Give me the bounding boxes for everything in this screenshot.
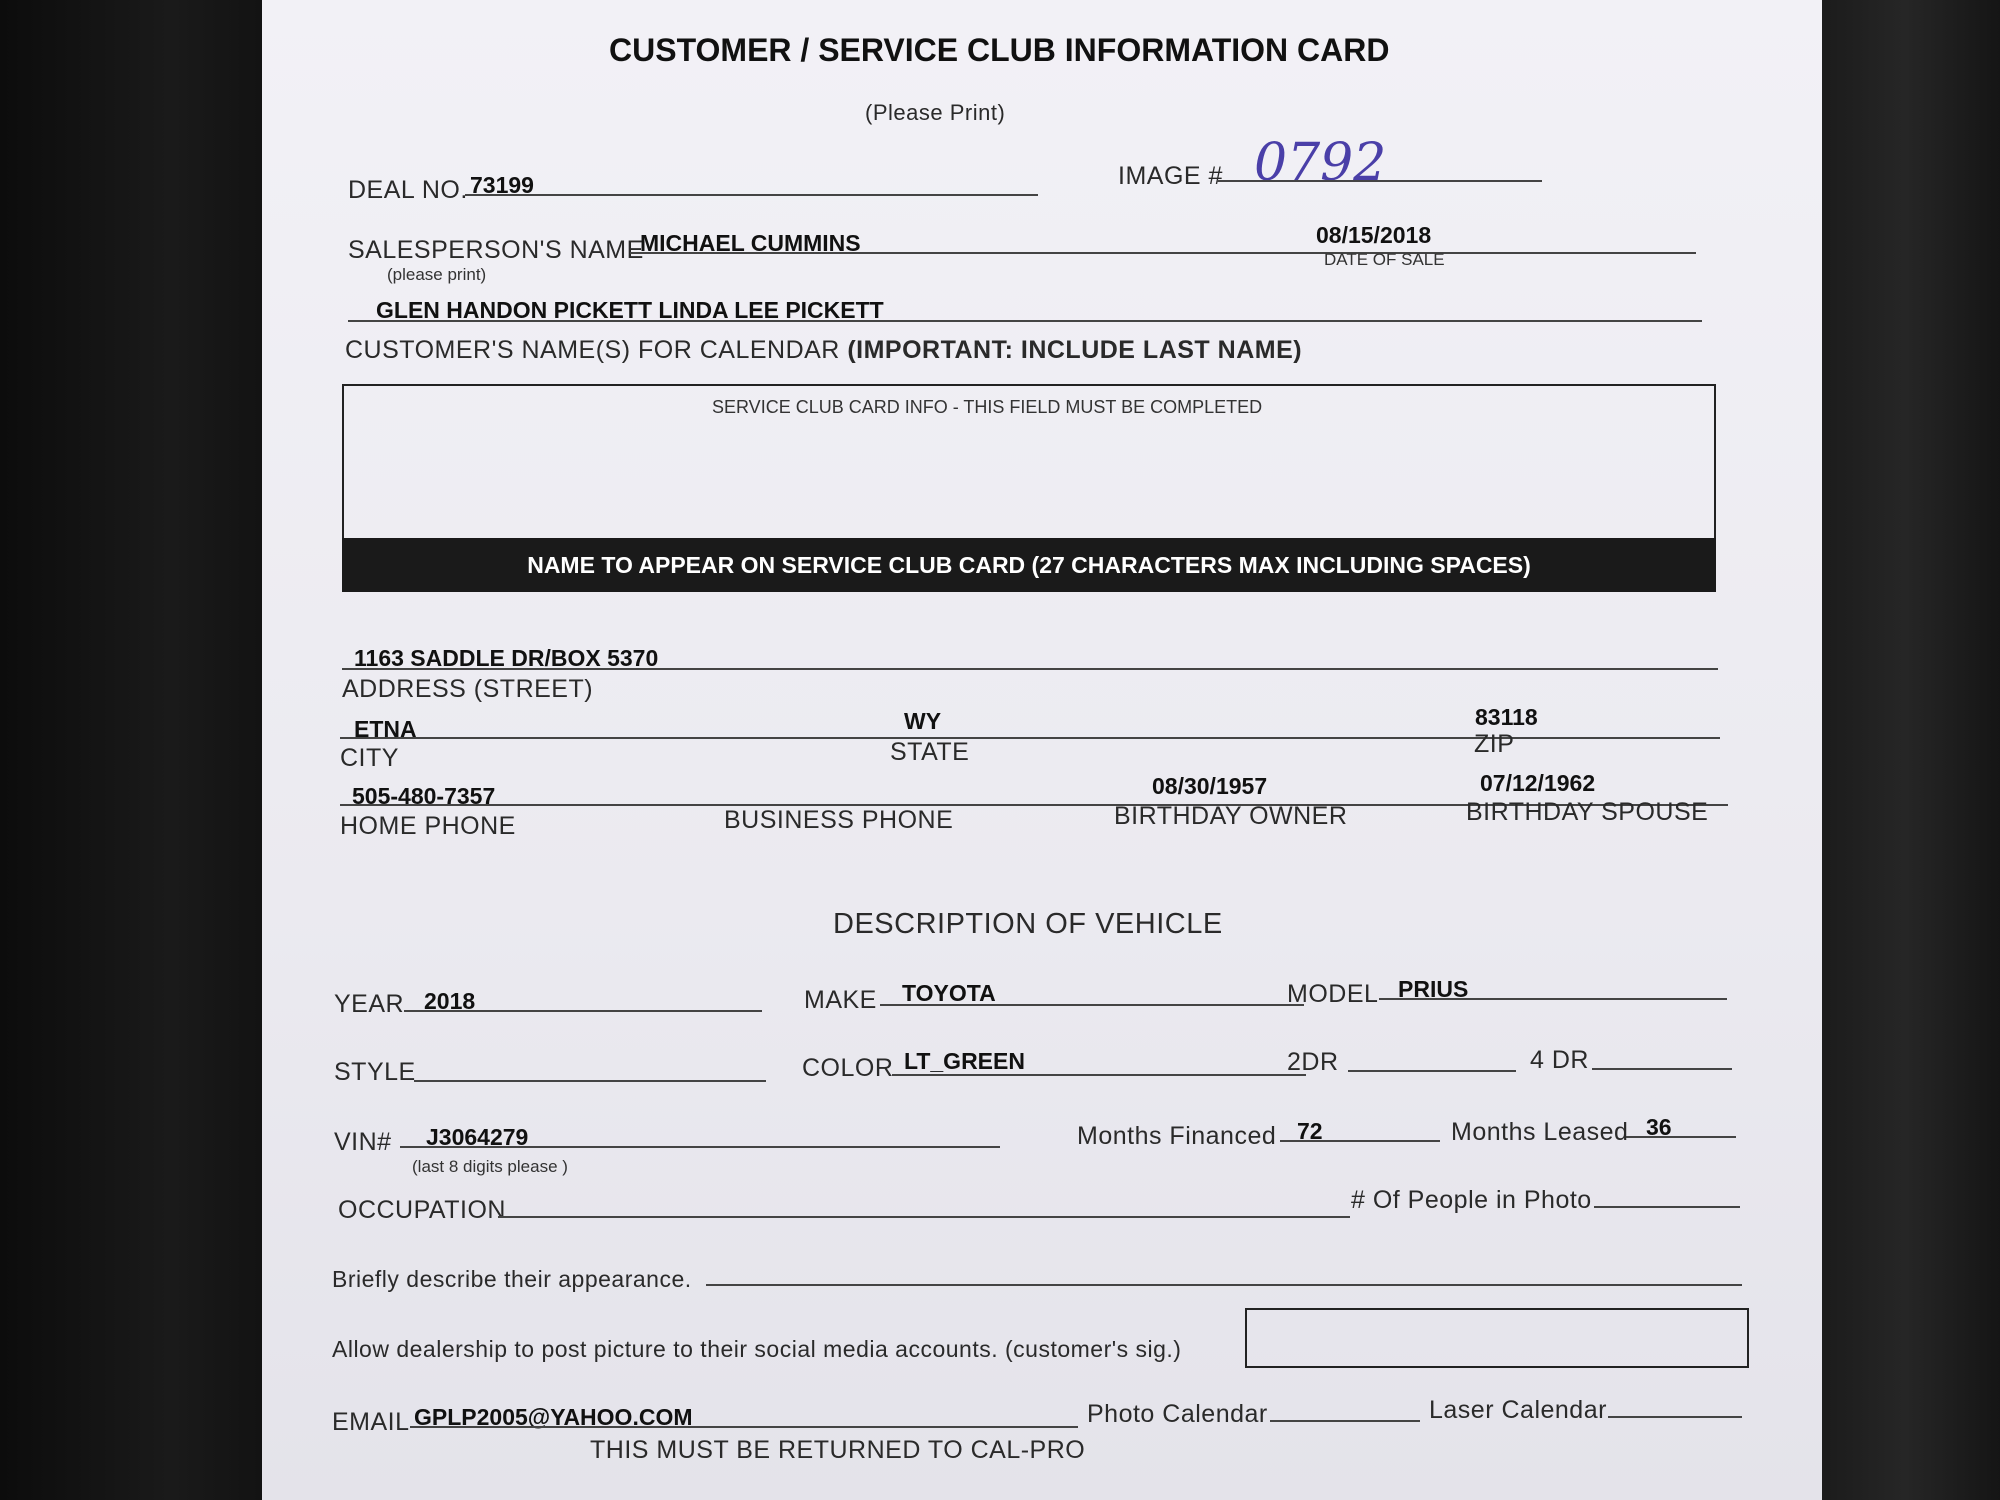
address-line — [342, 668, 1718, 670]
deal-no-line — [465, 194, 1038, 196]
photo-calendar-line[interactable] — [1270, 1420, 1420, 1422]
model-line — [1379, 998, 1727, 1000]
months-leased-label: Months Leased — [1451, 1118, 1629, 1146]
background-right — [1810, 0, 2000, 1500]
vin-value[interactable]: J3064279 — [426, 1124, 529, 1150]
months-financed-label: Months Financed — [1077, 1122, 1277, 1150]
vin-line — [400, 1146, 1000, 1148]
image-number-label: IMAGE # — [1118, 162, 1223, 190]
city-value[interactable]: ETNA — [354, 716, 417, 742]
make-value[interactable]: TOYOTA — [902, 980, 996, 1006]
image-number-value[interactable]: 0792 — [1254, 133, 1387, 193]
address-label: ADDRESS (STREET) — [342, 675, 594, 703]
customer-names-value[interactable]: GLEN HANDON PICKETT LINDA LEE PICKETT — [376, 297, 884, 323]
zip-value[interactable]: 83118 — [1475, 704, 1538, 730]
customer-label-important: (IMPORTANT: INCLUDE LAST NAME) — [847, 336, 1303, 364]
date-of-sale-value[interactable]: 08/15/2018 — [1316, 222, 1432, 248]
home-phone-value[interactable]: 505-480-7357 — [352, 783, 496, 809]
months-financed-line — [1280, 1140, 1440, 1142]
make-line — [880, 1004, 1304, 1006]
service-club-banner: NAME TO APPEAR ON SERVICE CLUB CARD (27 CHARACTERS MAX INCLUDING SPACES) — [342, 538, 1716, 592]
birthday-spouse-label: BIRTHDAY SPOUSE — [1466, 798, 1709, 826]
deal-no-label: DEAL NO. — [348, 176, 468, 204]
color-line — [892, 1074, 1306, 1076]
laser-calendar-line[interactable] — [1608, 1416, 1742, 1418]
customer-names-label — [345, 336, 1302, 365]
model-value[interactable]: PRIUS — [1398, 976, 1469, 1002]
salesperson-line — [630, 252, 1696, 254]
deal-no-value[interactable]: 73199 — [470, 172, 534, 198]
year-value[interactable]: 2018 — [424, 988, 476, 1014]
four-door-line[interactable] — [1592, 1068, 1732, 1070]
vehicle-heading: DESCRIPTION OF VEHICLE — [833, 908, 1223, 940]
color-value[interactable]: LT_GREEN — [904, 1048, 1025, 1074]
signature-box[interactable] — [1245, 1308, 1749, 1368]
customer-names-line — [348, 320, 1702, 322]
email-value[interactable]: GPLP2005@YAHOO.COM — [414, 1404, 693, 1430]
color-label: COLOR — [802, 1054, 894, 1082]
salesperson-hint: (please print) — [387, 265, 487, 284]
address-value[interactable]: 1163 SADDLE DR/BOX 5370 — [354, 645, 659, 671]
year-label: YEAR — [334, 990, 405, 1018]
laser-calendar-label: Laser Calendar — [1429, 1396, 1607, 1424]
background-left — [0, 0, 285, 1500]
model-label: MODEL — [1287, 980, 1379, 1008]
email-label: EMAIL — [332, 1408, 410, 1436]
birthday-owner-label: BIRTHDAY OWNER — [1114, 802, 1348, 830]
city-label: CITY — [340, 744, 399, 772]
salesperson-label: SALESPERSON'S NAME — [348, 236, 644, 264]
occupation-label: OCCUPATION — [338, 1196, 506, 1224]
appearance-label: Briefly describe their appearance. — [332, 1266, 692, 1292]
two-door-line[interactable] — [1348, 1070, 1516, 1072]
occupation-line[interactable] — [498, 1216, 1350, 1218]
information-card — [262, 0, 1822, 1500]
salesperson-value[interactable]: MICHAEL CUMMINS — [640, 230, 861, 256]
months-financed-value[interactable]: 72 — [1297, 1118, 1323, 1144]
four-door-label: 4 DR — [1530, 1046, 1589, 1074]
image-number-line — [1217, 180, 1542, 182]
people-in-photo-line[interactable] — [1594, 1206, 1740, 1208]
form-title: CUSTOMER / SERVICE CLUB INFORMATION CARD — [609, 32, 1390, 68]
home-phone-label: HOME PHONE — [340, 812, 516, 840]
appearance-line[interactable] — [706, 1284, 1742, 1286]
photo-calendar-label: Photo Calendar — [1087, 1400, 1268, 1428]
style-line[interactable] — [414, 1080, 766, 1082]
social-media-label: Allow dealership to post picture to their social media accounts. (customer's sig.) — [332, 1336, 1182, 1362]
service-club-box-label: SERVICE CLUB CARD INFO - THIS FIELD MUST BE COMPLETED — [712, 397, 1263, 417]
months-leased-line — [1626, 1136, 1736, 1138]
year-line — [404, 1010, 762, 1012]
form-subtitle: (Please Print) — [865, 100, 1006, 125]
vin-hint: (last 8 digits please ) — [412, 1157, 568, 1176]
birthday-owner-value[interactable]: 08/30/1957 — [1152, 773, 1268, 799]
people-in-photo-label: # Of People in Photo — [1351, 1186, 1592, 1214]
months-leased-value[interactable]: 36 — [1646, 1114, 1672, 1140]
email-line — [410, 1426, 1078, 1428]
state-value[interactable]: WY — [904, 708, 942, 734]
customer-label-text: CUSTOMER'S NAME(S) FOR CALENDAR — [345, 336, 840, 364]
style-label: STYLE — [334, 1058, 416, 1086]
two-door-label: 2DR — [1287, 1048, 1339, 1076]
make-label: MAKE — [804, 986, 877, 1014]
date-of-sale-label: DATE OF SALE — [1324, 250, 1445, 269]
business-phone-label: BUSINESS PHONE — [724, 806, 954, 834]
birthday-spouse-value[interactable]: 07/12/1962 — [1480, 770, 1596, 796]
vin-label: VIN# — [334, 1128, 392, 1156]
return-notice: THIS MUST BE RETURNED TO CAL-PRO — [590, 1436, 1086, 1464]
zip-label: ZIP — [1474, 730, 1515, 758]
state-label: STATE — [890, 738, 970, 766]
